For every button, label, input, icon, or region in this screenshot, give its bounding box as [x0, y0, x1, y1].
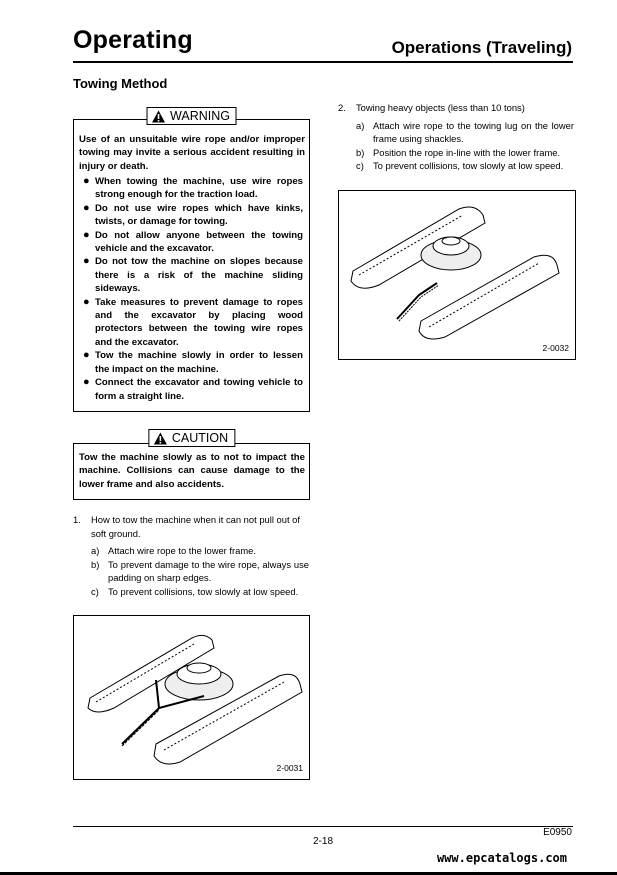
step-2: 2. Towing heavy objects (less than 10 tons) a) Attach wire rope to the towing lug on the lower frame using shackles. b) Position the rope in-line with the lower frame. c) To prevent collisions, tow slowly at low speed.: [338, 102, 574, 172]
step-text: How to tow the machine when it can not pull out of soft ground.: [91, 514, 300, 539]
step-number: 1.: [73, 514, 81, 525]
step-1: 1. How to tow the machine when it can not pull out of soft ground. a) Attach wire rope to the lower frame. b) To prevent damage to the wire rope, always use padding on sharp edges. c) To prevent collisions, tow slowly at low speed.: [73, 514, 309, 597]
excavator-tow-illustration: [74, 616, 309, 779]
warning-label: WARNING: [170, 109, 230, 123]
warning-box: [73, 109, 310, 412]
warning-bullet-list: [83, 175, 303, 403]
warning-bullet: ● When towing the machine, use wire ropes strong enough for the traction load.: [83, 175, 303, 201]
warning-bullet: ● Do not allow anyone between the towing vehicle and the excavator.: [83, 228, 303, 255]
bullet-dot-icon: ●: [83, 201, 90, 214]
header-rule: [73, 61, 573, 63]
figure-towing-soft-ground: [73, 615, 310, 780]
bullet-dot-icon: ●: [83, 228, 90, 241]
bullet-dot-icon: ●: [83, 175, 90, 187]
warning-bullet: ● Take measures to prevent damage to ropes and the excavator by placing wood protectors between the towing wire ropes and the excavator.: [83, 295, 303, 348]
bullet-dot-icon: ●: [83, 376, 90, 389]
footer-rule: [73, 826, 573, 827]
bullet-dot-icon: ●: [83, 349, 90, 362]
caution-text: Tow the machine slowly as to not to impact the machine. Collisions can cause damage to the lower frame and also accidents.: [79, 452, 305, 490]
page-number: 2-18: [313, 836, 334, 847]
document-id: E0950: [543, 827, 572, 838]
bullet-dot-icon: ●: [83, 255, 90, 268]
warning-badge: [146, 107, 237, 125]
figure-id: 2-0032: [542, 343, 569, 353]
step-item: To prevent collisions, tow slowly at low speed.: [373, 160, 564, 172]
step-item: Attach wire rope to the lower frame.: [108, 545, 256, 557]
chapter-title: Operating: [73, 26, 193, 54]
caution-box: [73, 431, 310, 500]
step-item: Attach wire rope to the towing lug on the lower frame using shackles.: [373, 119, 574, 145]
step-text: Towing heavy objects (less than 10 tons): [356, 102, 525, 113]
warning-triangle-icon: [151, 110, 165, 123]
warning-bullet: ● Do not tow the machine on slopes because there is a risk of the machine sliding sideways.: [83, 255, 303, 295]
excavator-shackle-illustration: [339, 191, 575, 359]
caution-label: CAUTION: [171, 431, 229, 445]
warning-bullet: ● Connect the excavator and towing vehicle to form a straight line.: [83, 376, 303, 402]
step-item: To prevent collisions, tow slowly at low speed.: [108, 585, 299, 597]
section-title: Operations (Traveling): [391, 38, 572, 57]
bullet-dot-icon: ●: [83, 295, 90, 308]
subsection-title: Towing Method: [73, 76, 168, 91]
step-number: 2.: [338, 102, 346, 113]
warning-intro: Use of an unsuitable wire rope and/or improper towing may invite a serious accident resulting in injury or death.: [79, 134, 305, 172]
warning-bullet: ● Tow the machine slowly in order to lessen the impact on the machine.: [83, 349, 303, 375]
figure-towing-heavy-objects: [338, 190, 576, 360]
caution-triangle-icon: [153, 432, 167, 445]
caution-badge: [148, 429, 235, 447]
step-item: Position the rope in-line with the lower frame.: [373, 146, 561, 158]
warning-bullet: ● Do not use wire ropes which have kinks, twists, or damage for towing.: [83, 201, 303, 228]
figure-id: 2-0031: [276, 763, 303, 773]
website-watermark[interactable]: www.epcatalogs.com: [436, 851, 567, 865]
step-item: To prevent damage to the wire rope, always use padding on sharp edges.: [108, 558, 309, 584]
